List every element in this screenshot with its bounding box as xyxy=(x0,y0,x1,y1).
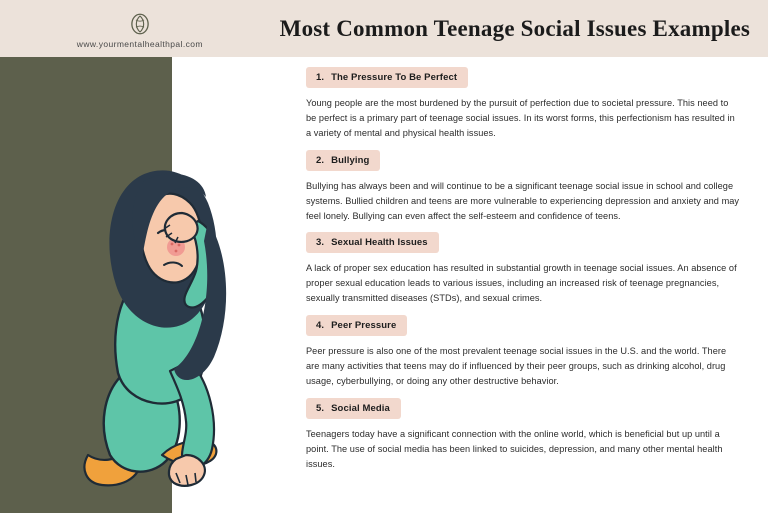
illustration-panel xyxy=(0,57,290,513)
issue-number: 3. xyxy=(316,237,325,249)
page-title: Most Common Teenage Social Issues Examples xyxy=(279,15,750,41)
list-item xyxy=(306,67,740,141)
issue-heading-chip xyxy=(306,232,439,253)
list-item xyxy=(306,315,740,389)
issue-text: A lack of proper sex education has resulted in substantial growth in teenage social issues. An absence of proper sexual education leads to various issues, including an increased risk of teenage pregnancies, sexually transmitted diseases (STDs), and sexual crimes. xyxy=(306,263,737,304)
issue-heading-chip xyxy=(306,67,468,88)
issues-list xyxy=(290,57,768,513)
issue-text: Young people are the most burdened by the pursuit of perfection due to societal pressure. This need to be perfect is a primary part of teenage social issues. In its worst forms, this perfectionism has resulted in a variety of mental and physical health issues. xyxy=(306,98,735,138)
list-item xyxy=(306,150,740,224)
list-item xyxy=(306,398,740,472)
issue-number: 5. xyxy=(316,402,325,414)
sad-teenager-sitting-illustration xyxy=(58,125,290,513)
issue-number: 1. xyxy=(316,72,325,83)
issue-title: The Pressure To Be Perfect xyxy=(331,72,458,83)
issue-text: Teenagers today have a significant connection with the online world, which is beneficial but up until a point. The use of social media has been linked to suicides, depression, and many other mental health issues. xyxy=(306,428,723,469)
issue-heading-chip xyxy=(306,150,380,171)
issue-title: Sexual Health Issues xyxy=(331,237,428,249)
issue-title: Bullying xyxy=(331,154,370,166)
list-item xyxy=(306,232,740,306)
issue-title: Social Media xyxy=(331,402,390,414)
issue-text: Bullying has always been and will continue to be a significant teenage social issue in school and college systems. Bullied children and teens are more vulnerable to experiencing depression and anxiety and may feel lonely. Bullying can even affect the self-esteem and confidence of teens. xyxy=(306,180,740,221)
brand-url: www.yourmentalhealthpal.com xyxy=(76,38,203,49)
issue-heading-chip xyxy=(306,398,401,419)
header-bar xyxy=(0,0,768,57)
brain-leaf-logo-icon xyxy=(127,11,153,37)
issue-number: 2. xyxy=(316,154,325,166)
issue-text: Peer pressure is also one of the most prevalent teenage social issues in the U.S. and the world. There are many activities that teens may do if influenced by their peer groups, such as drinking alcohol, drug usage, cyberbullying, or doing any other destructive behavior. xyxy=(306,346,727,386)
brand-block xyxy=(0,0,280,57)
issue-heading-chip xyxy=(306,315,407,336)
issue-number: 4. xyxy=(316,320,325,332)
issue-title: Peer Pressure xyxy=(331,320,397,332)
